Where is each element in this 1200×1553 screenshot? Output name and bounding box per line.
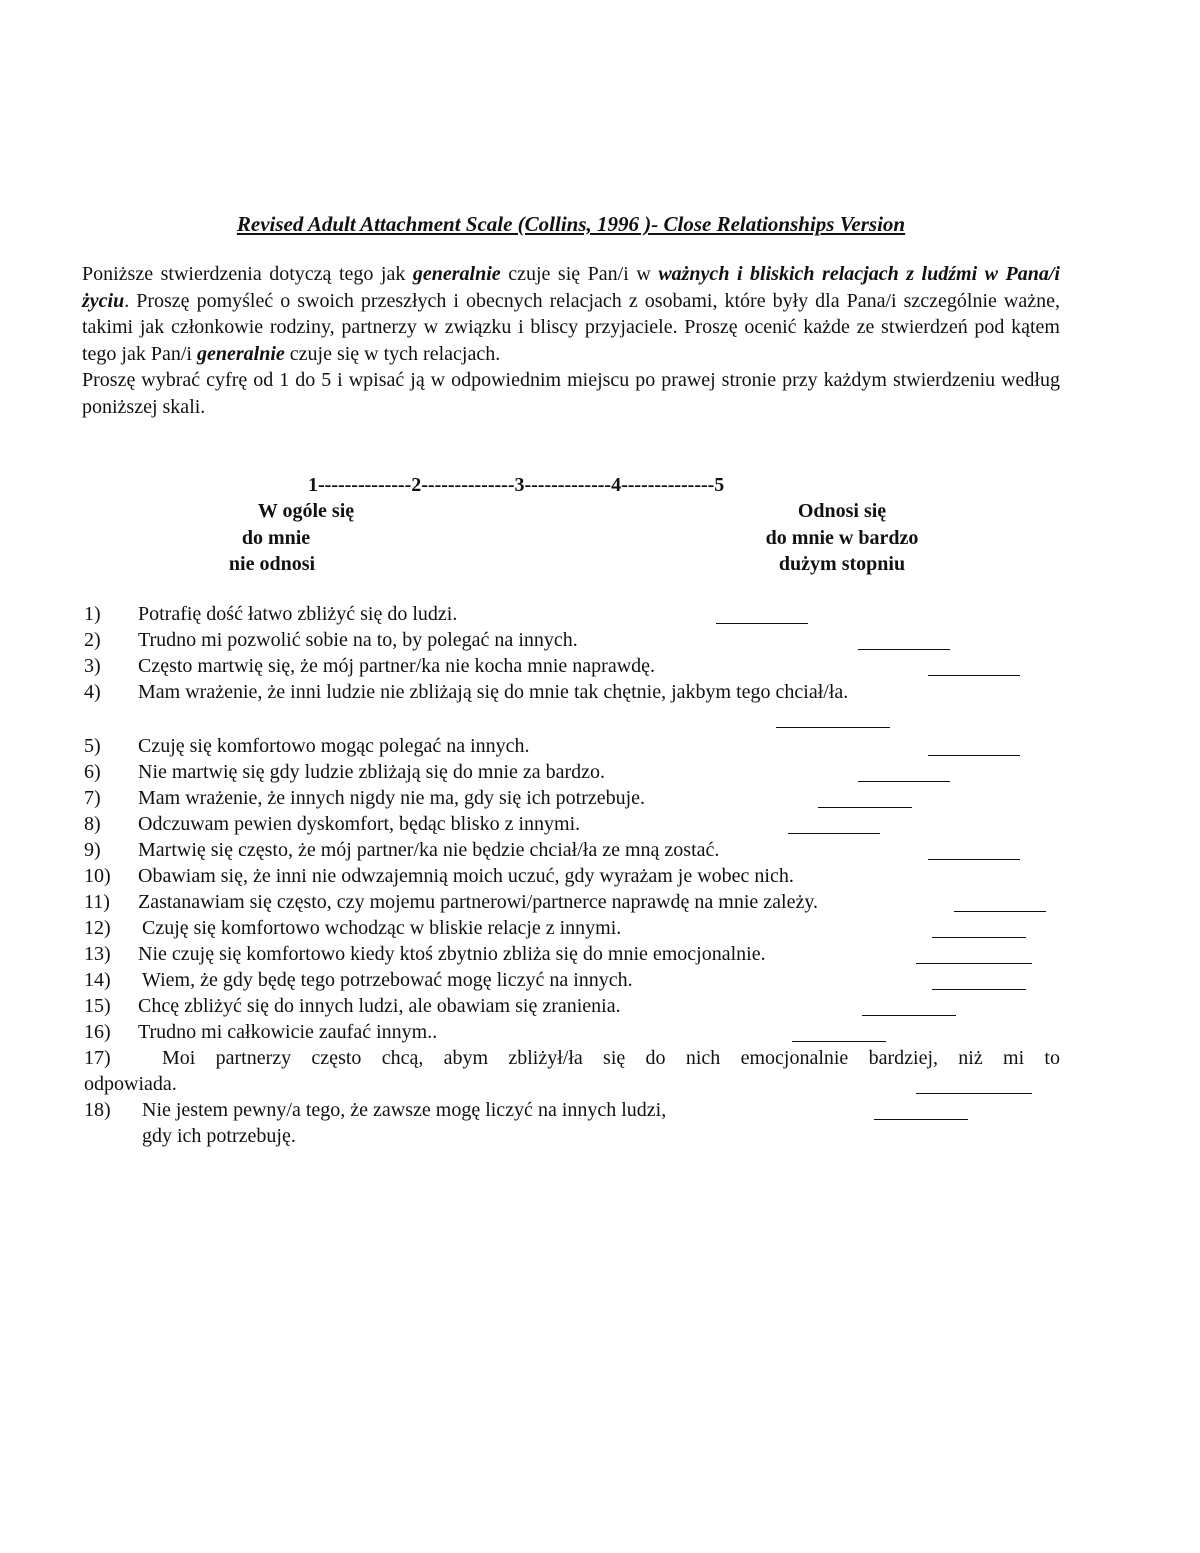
item-number: 18) xyxy=(84,1099,111,1121)
answer-blank[interactable] xyxy=(928,674,1020,676)
item-number: 17) xyxy=(84,1047,111,1069)
intro-emphasis: generalnie xyxy=(196,342,285,365)
item-text: Chcę zbliżyć się do innych ludzi, ale obawiam się zranienia. xyxy=(138,995,621,1017)
scale-anchor-high-line: Odnosi się xyxy=(797,500,887,522)
item-number: 12) xyxy=(84,917,111,939)
item-text: Potrafię dość łatwo zbliżyć się do ludzi. xyxy=(138,603,458,625)
item-text: Moi partnerzy często chcą, abym zbliżył/ła się do nich emocjonalnie bardziej, niż mi to xyxy=(162,1047,1060,1069)
answer-blank[interactable] xyxy=(818,806,912,808)
answer-blank[interactable] xyxy=(858,648,950,650)
item-text: Mam wrażenie, że inni ludzie nie zbliżają się do mnie tak chętnie, jakbym tego chciał/ła. xyxy=(138,681,849,703)
item-text: Odczuwam pewien dyskomfort, będąc blisko z innymi. xyxy=(138,813,581,835)
item-number: 10) xyxy=(84,865,111,887)
answer-blank[interactable] xyxy=(862,1014,956,1016)
item-text: Obawiam się, że inni nie odwzajemnią moich uczuć, gdy wyrażam je wobec nich. xyxy=(138,865,794,887)
item-text: Nie jestem pewny/a tego, że zawsze mogę liczyć na innych ludzi, xyxy=(142,1099,667,1121)
item-number: 15) xyxy=(84,995,111,1017)
item-text: Wiem, że gdy będę tego potrzebować mogę liczyć na innych. xyxy=(142,969,633,991)
intro-text: czuje się Pan/i w xyxy=(500,263,659,285)
item-text: Zastanawiam się często, czy mojemu partnerowi/partnerce naprawdę na mnie zależy. xyxy=(138,891,819,913)
answer-blank[interactable] xyxy=(932,936,1026,938)
scale-anchor-low-line: do mnie xyxy=(241,526,311,549)
answer-blank[interactable] xyxy=(916,962,1032,964)
intro-text: . Proszę pomyśleć o swoich przeszłych i obecnych relacjach z osobami, które były dla Pana/i szczególnie ważne, takimi jak członkowie rodziny, partnerzy w związku i bliscy przyjaciele. Proszę ocenić każde ze stwierdzeń pod kątem tego jak Pan/i xyxy=(82,289,1060,365)
item-number: 3) xyxy=(84,655,101,677)
item-number: 1) xyxy=(84,603,101,625)
item-text: Mam wrażenie, że innych nigdy nie ma, gdy się ich potrzebuje. xyxy=(138,787,646,809)
scale-anchor-low-line: W ogóle się xyxy=(257,500,355,522)
item-number: 2) xyxy=(84,629,101,651)
item-text: Martwię się często, że mój partner/ka nie będzie chciał/ła ze mną zostać. xyxy=(138,839,720,861)
answer-blank[interactable] xyxy=(776,726,890,728)
answer-blank[interactable] xyxy=(932,988,1026,990)
instructions xyxy=(82,261,1060,420)
item-text: Często martwię się, że mój partner/ka nie kocha mnie naprawdę. xyxy=(138,655,656,677)
answer-blank[interactable] xyxy=(792,1040,886,1042)
answer-blank[interactable] xyxy=(928,858,1020,860)
item-text: Trudno mi pozwolić sobie na to, by polegać na innych. xyxy=(138,629,578,651)
answer-blank[interactable] xyxy=(928,754,1020,756)
item-text: Trudno mi całkowicie zaufać innym.. xyxy=(138,1021,438,1043)
item-number: 6) xyxy=(84,761,101,783)
item-number: 4) xyxy=(84,681,101,703)
item-number: 5) xyxy=(84,735,101,757)
answer-blank[interactable] xyxy=(716,622,808,624)
item-text: Czuję się komfortowo wchodząc w bliskie relacje z innymi. xyxy=(142,917,622,939)
item-text-continuation: odpowiada. xyxy=(84,1073,177,1095)
intro-emphasis: generalnie xyxy=(412,263,501,285)
item-number: 16) xyxy=(84,1021,111,1043)
intro-emphasis: ważnych i bliskich relacjach z ludźmi w Pana/i życiu xyxy=(82,263,1060,312)
item-number: 11) xyxy=(84,891,110,913)
answer-blank[interactable] xyxy=(954,910,1046,912)
answer-blank[interactable] xyxy=(916,1092,1032,1094)
item-number: 13) xyxy=(84,943,111,965)
rating-scale-line: 1--------------2--------------3-------------4--------------5 xyxy=(308,474,725,496)
scale-anchor-high-line: do mnie w bardzo xyxy=(765,526,919,549)
item-text: Nie martwię się gdy ludzie zbliżają się do mnie za bardzo. xyxy=(138,761,606,783)
intro-text: Poniższe stwierdzenia dotyczą tego jak xyxy=(82,263,413,285)
scale-anchor-low xyxy=(196,498,416,578)
item-number: 9) xyxy=(84,839,101,861)
answer-blank[interactable] xyxy=(874,1118,968,1120)
instructions-paragraph-1 xyxy=(82,261,1060,367)
scale-anchor-high xyxy=(732,498,952,578)
item-number: 14) xyxy=(84,969,111,991)
item-number: 8) xyxy=(84,813,101,835)
answer-blank[interactable] xyxy=(858,780,950,782)
page-title: Revised Adult Attachment Scale (Collins, 1996 )- Close Relationships Version xyxy=(236,212,906,236)
list-item xyxy=(82,1045,1060,1071)
scale-anchor-low-line: nie odnosi xyxy=(228,553,316,575)
instructions-paragraph-2: Proszę wybrać cyfrę od 1 do 5 i wpisać ją w odpowiednim miejscu po prawej stronie przy każdym stwierdzeniu według poniższej skali. xyxy=(82,369,1060,418)
item-number: 7) xyxy=(84,787,101,809)
item-text: Czuję się komfortowo mogąc polegać na innych. xyxy=(138,735,530,757)
intro-text: czuje się w tych relacjach. xyxy=(284,342,501,365)
answer-blank[interactable] xyxy=(788,832,880,834)
item-text: Nie czuję się komfortowo kiedy ktoś zbytnio zbliża się do mnie emocjonalnie. xyxy=(138,943,766,965)
item-text-continuation: gdy ich potrzebuję. xyxy=(142,1125,296,1147)
scale-anchor-high-line: dużym stopniu xyxy=(778,553,906,575)
